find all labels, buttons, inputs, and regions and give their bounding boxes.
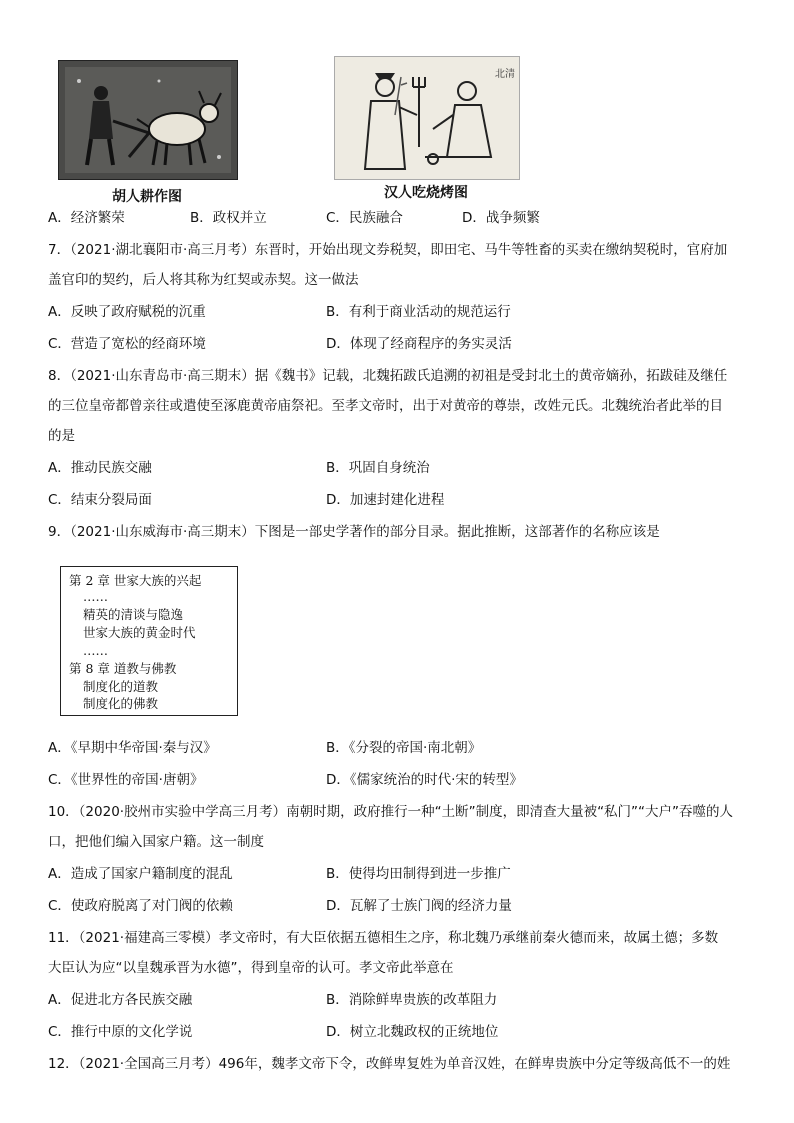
image-caption-plowing: 胡人耕作图 bbox=[112, 189, 182, 205]
plowing-scene-icon bbox=[59, 61, 237, 179]
toc-line: 精英的清谈与隐逸 bbox=[83, 607, 184, 622]
q8-option-b: B．巩固自身统治 bbox=[326, 460, 430, 476]
q11-stem-line-2: 大臣认为应“以皇魏承晋为水德”，得到皇帝的认可。孝文帝此举意在 bbox=[48, 960, 454, 976]
toc-line: 第 2 章 世家大族的兴起 bbox=[69, 573, 202, 588]
barbecue-label-2: 清 bbox=[505, 69, 515, 80]
q10-option-a: A．造成了国家户籍制度的混乱 bbox=[48, 866, 233, 882]
q7-option-a: A．反映了政府赋税的沉重 bbox=[48, 304, 206, 320]
q11-option-c: C．推行中原的文化学说 bbox=[48, 1024, 193, 1040]
q8-stem-line-2: 的三位皇帝都曾亲往或遣使至涿鹿黄帝庙祭祀。至孝文帝时，出于对黄帝的尊崇，改姓元氏。北魏统治者此举的目 bbox=[48, 398, 723, 414]
table-of-contents-box bbox=[60, 566, 238, 716]
barbecue-scene-icon bbox=[335, 57, 519, 179]
q10-stem-line-2: 口，把他们编入国家户籍。这一制度 bbox=[48, 834, 264, 850]
q6-option-d: D．战争频繁 bbox=[462, 210, 540, 226]
q7-option-b: B．有利于商业活动的规范运行 bbox=[326, 304, 511, 320]
q10-option-c: C．使政府脱离了对门阀的依赖 bbox=[48, 898, 233, 914]
toc-line: 制度化的道教 bbox=[83, 679, 159, 694]
q11-stem-line-1: 11．（2021·福建高三零模）孝文帝时，有大臣依据五德相生之序，称北魏乃承继前秦火德而来，故属土德；多数 bbox=[48, 930, 719, 946]
q12-stem-line-1: 12．（2021·全国高三月考）496年，魏孝文帝下令，改鲜卑复姓为单音汉姓，在鲜卑贵族中分定等级高低不一的姓 bbox=[48, 1056, 731, 1072]
toc-line: 第 8 章 道教与佛教 bbox=[69, 661, 177, 676]
q9-option-c: C．《世界性的帝国·唐朝》 bbox=[48, 772, 204, 788]
q8-option-a: A．推动民族交融 bbox=[48, 460, 152, 476]
q9-stem-line-1: 9．（2021·山东威海市·高三期末）下图是一部史学著作的部分目录。据此推断，这部著作的名称应该是 bbox=[48, 524, 660, 540]
q8-stem-line-3: 的是 bbox=[48, 428, 75, 444]
toc-line: 制度化的佛教 bbox=[83, 696, 159, 711]
q7-stem-line-1: 7．（2021·湖北襄阳市·高三月考）东晋时，开始出现文券税契，即田宅、马牛等牲畜的买卖在缴纳契税时，官府加 bbox=[48, 242, 728, 258]
image-caption-barbecue: 汉人吃烧烤图 bbox=[384, 185, 468, 201]
q10-stem-line-1: 10．（2020·胶州市实验中学高三月考）南朝时期，政府推行一种“土断”制度，即清查大量被“私门”“大户”吞噬的人 bbox=[48, 804, 734, 820]
q6-option-b: B．政权并立 bbox=[190, 210, 267, 226]
toc-line: …… bbox=[83, 589, 108, 604]
q6-option-a: A．经济繁荣 bbox=[48, 210, 125, 226]
q7-option-d: D．体现了经商程序的务实灵活 bbox=[326, 336, 512, 352]
q6-option-c: C．民族融合 bbox=[326, 210, 403, 226]
q8-option-d: D．加速封建化进程 bbox=[326, 492, 445, 508]
q8-stem-line-1: 8．（2021·山东青岛市·高三期末）据《魏书》记载，北魏拓跋氏追溯的初祖是受封北土的黄帝嫡孙，拓跋硅及继任 bbox=[48, 368, 728, 384]
q11-option-d: D．树立北魏政权的正统地位 bbox=[326, 1024, 499, 1040]
q8-option-c: C．结束分裂局面 bbox=[48, 492, 152, 508]
toc-line: …… bbox=[83, 643, 108, 658]
q10-option-b: B．使得均田制得到进一步推广 bbox=[326, 866, 511, 882]
barbecue-image bbox=[334, 56, 520, 180]
toc-line: 世家大族的黄金时代 bbox=[83, 625, 196, 640]
barbecue-label-1: 北 bbox=[495, 69, 505, 80]
q7-stem-line-2: 盖官印的契约，后人将其称为红契或赤契。这一做法 bbox=[48, 272, 359, 288]
q10-option-d: D．瓦解了士族门阀的经济力量 bbox=[326, 898, 512, 914]
plowing-image bbox=[58, 60, 238, 180]
q9-option-b: B．《分裂的帝国·南北朝》 bbox=[326, 740, 482, 756]
q11-option-b: B．消除鲜卑贵族的改革阻力 bbox=[326, 992, 498, 1008]
q7-option-c: C．营造了宽松的经商环境 bbox=[48, 336, 206, 352]
q9-option-a: A．《早期中华帝国·秦与汉》 bbox=[48, 740, 217, 756]
q11-option-a: A．促进北方各民族交融 bbox=[48, 992, 193, 1008]
q9-option-d: D．《儒家统治的时代·宋的转型》 bbox=[326, 772, 523, 788]
